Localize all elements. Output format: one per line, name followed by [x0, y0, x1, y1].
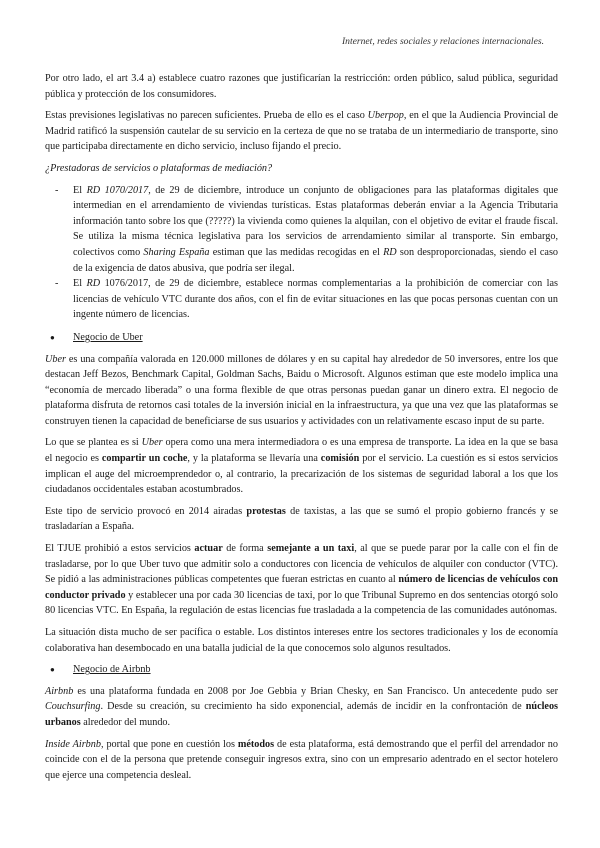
list-item: - El RD 1070/2017, de 29 de diciembre, introduce un conjunto de obligaciones para las plataformas digitales que intermedian en el arrendamiento de viviendas turísticas. Estas plataformas deberán enviar a la Agencia Tributaria información tanto sobre los que (?????) la vivienda como quienes la alquilan, con el objetivo de evitar el fraude fiscal. Se utiliza la misma técnica legislativa para los servicios de arrendamiento similar al transporte. Sin embargo, colectivos como Sharing España estiman que las medidas recogidas en el RD son desproporcionadas, siendo el caso de la exigencia de datos abusiva, que podría ser ilegal.: [45, 183, 558, 277]
airbnb-paragraph-2: Inside Airbnb, portal que pone en cuestión los métodos de esta plataforma, está demostrando que el perfil del arrendador no coincide con el de la persona que pretende conseguir ingresos extra, sino con un empresario adentrado en el sector hotelero que ejerce una competencia desleal.: [45, 738, 558, 781]
airbnb-heading: ● Negocio de Airbnb: [45, 662, 558, 678]
uber-paragraph-3: Este tipo de servicio provocó en 2014 airadas protestas de taxistas, a las que se sumó el propio gobierno francés y se trasladarían a España.: [45, 505, 558, 533]
document-body: [45, 71, 558, 789]
uber-heading: ● Negocio de Uber: [45, 330, 558, 346]
running-header: Internet, redes sociales y relaciones internacionales.: [341, 36, 544, 47]
section-question: ¿Prestadoras de servicios o plataformas de mediación?: [45, 162, 273, 174]
intro-paragraph-2: Estas previsiones legislativas no parecen suficientes. Prueba de ello es el caso Uberpop, en el que la Audiencia Provincial de Madrid ratificó la suspensión cautelar de su servicio en la certeza de que no se trataba de un intermediario de transporte, sino que participaba directamente en dicho servicio, incluso fijando el precio.: [45, 110, 558, 153]
list-item: - El RD 1076/2017, de 29 de diciembre, establece normas complementarias a la prohibición de comerciar con las licencias de vehículo VTC durante dos años, con el fin de evitar situaciones en las que pocas personas cuentan con un ingente número de licencias.: [45, 276, 558, 323]
uber-paragraph-2: Lo que se plantea es si Uber opera como una mera intermediadora o es una empresa de transporte. La idea en la que se basa el negocio es compartir un coche, y la plataforma se llevaría una comisión por el servicio. La cuestión es si estos servicios implican el auge del microemprendedor o, al contrario, la precarización de los sistemas de seguridad laboral a los que los ciudadanos occidentales estaban acostumbrados.: [45, 437, 559, 496]
uber-paragraph-5: La situación dista mucho de ser pacífica o estable. Los distintos intereses entre los sectores tradicionales y los de economía colaborativa han desembocado en una batalla judicial de la que conocemos solo algunos resultados.: [45, 627, 558, 654]
airbnb-paragraph-1: Airbnb es una plataforma fundada en 2008 por Joe Gebbia y Brian Chesky, en San Francisco. Un antecedente pudo ser Couchsurfing. Desde su creación, su crecimiento ha sido exponencial, además de incidir en la confrontación de núcleos urbanos alrededor del mundo.: [45, 685, 558, 728]
uber-paragraph-1: Uber es una compañía valorada en 120.000 millones de dólares y en su capital hay alrededor de 50 inversores, entre los que destacan Jeff Bezos, Benchmark Capital, Goldman Sachs, Baidu o Microsoft. Algunos estiman que este modelo implica una “economía de mercado liberada” o una forma flexible de que otras personas puedan ganar un dinero extra. El negocio de plataforma disfruta de retornos casi totales de la inversión inicial en la infraestructura, ya que una vez que las plataformas se construyen tienen la capacidad de beneficiarse de sus usuarios y actividades con un relativamente escaso input de su parte.: [45, 353, 558, 427]
regulation-list: [45, 183, 558, 323]
intro-paragraph-1: Por otro lado, el art 3.4 a) establece cuatro razones que justificarían la restricción: orden público, salud pública, seguridad pública y protección de los consumidores.: [45, 73, 558, 100]
uber-paragraph-4: El TJUE prohibió a estos servicios actuar de forma semejante a un taxi, al que se puede parar por la calle con el fin de trasladarse, por lo que Uber tuvo que admitir solo a conductores con licencia de vehículos de alquiler con conductor (VTC). Se pidió a las administraciones públicas competentes que fueran estrictas en cuanto al número de licencias de vehículos con conductor privado y establecer una por cada 30 licencias de taxi, por lo que Tribunal Supremo en dos sentencias otorgó solo 80 licencias VTC. En España, la regulación de estas licencias fue trasladada a la competencia de las comunidades autónomas.: [45, 543, 558, 617]
